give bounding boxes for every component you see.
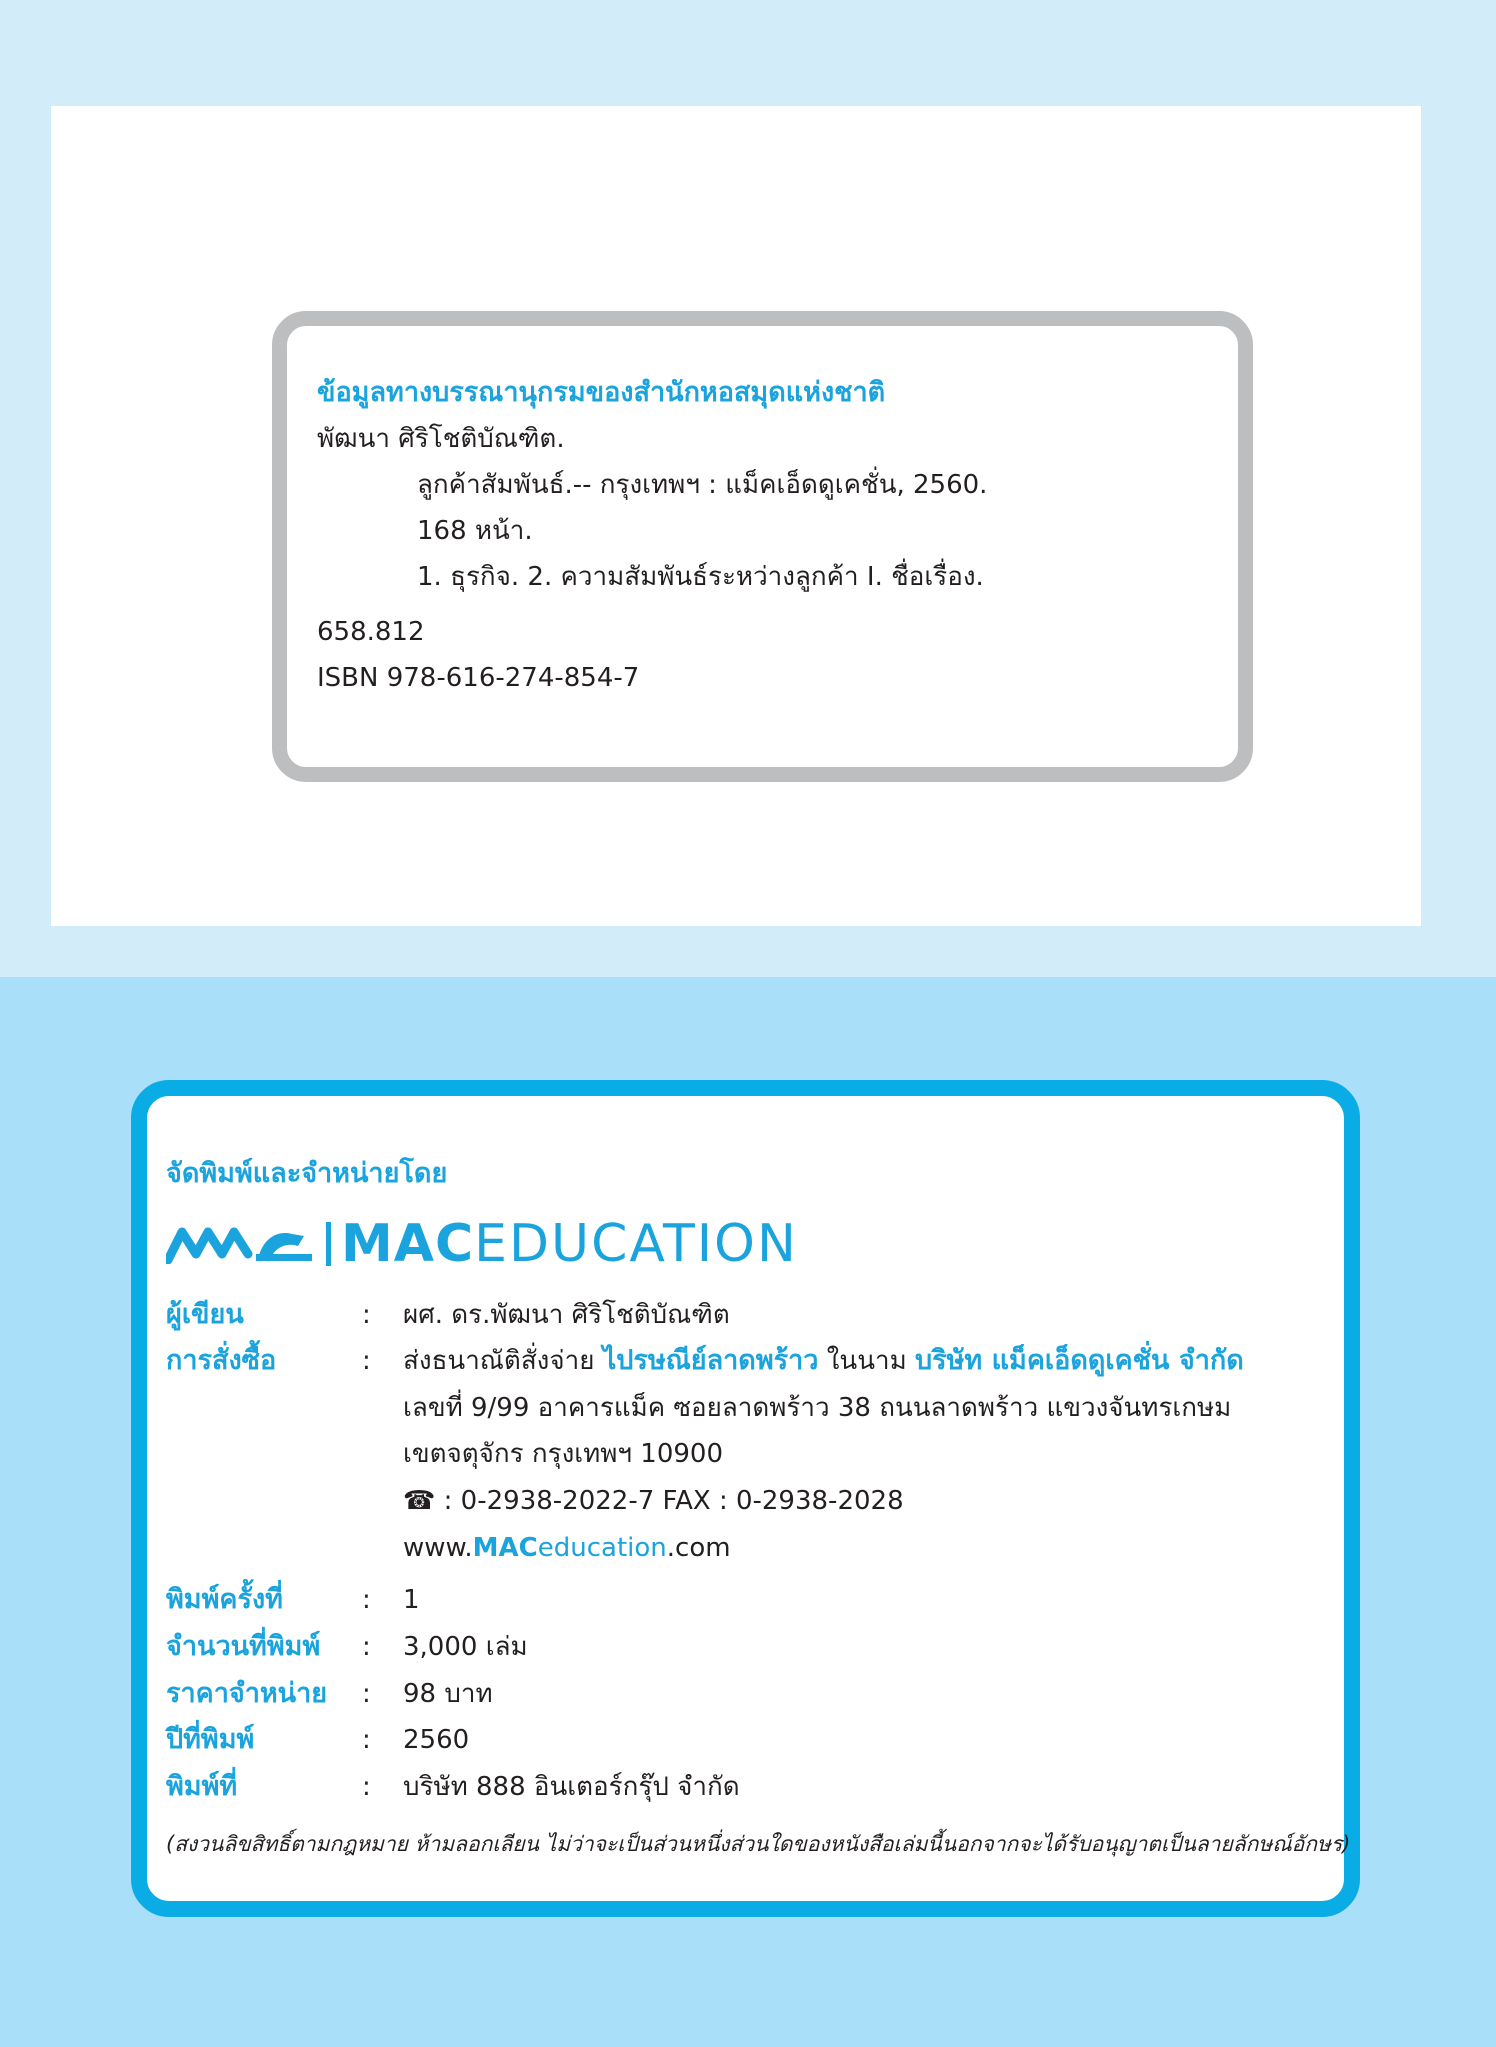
order-label: การสั่งซื้อ [166, 1345, 277, 1376]
cip-publication-line: ลูกค้าสัมพันธ์.-- กรุงเทพฯ : แม็คเอ็ดดูเคชั่น, 2560. [417, 470, 988, 500]
colon: : [362, 1632, 371, 1662]
copies-value: 3,000 เล่ม [403, 1632, 528, 1662]
website-suffix: .com [666, 1533, 731, 1563]
mac-logo-icon [166, 1224, 314, 1264]
order-value [403, 1345, 1244, 1377]
website-prefix: www. [403, 1533, 473, 1563]
colon: : [362, 1725, 371, 1755]
cip-data-box [272, 311, 1253, 782]
mac-education-logo [166, 1214, 798, 1274]
cip-classification: 658.812 [317, 617, 425, 647]
edition-label: พิมพ์ครั้งที่ [166, 1584, 283, 1615]
address-line-2: เขตจตุจักร กรุงเทพฯ 10900 [403, 1439, 724, 1469]
cip-pages: 168 หน้า. [417, 516, 533, 546]
colon: : [362, 1346, 371, 1376]
logo-mac-text: MAC [341, 1214, 475, 1274]
phone-fax: : 0-2938-2022-7 FAX : 0-2938-2028 [435, 1486, 904, 1516]
printer-label: พิมพ์ที่ [166, 1771, 238, 1802]
price-label: ราคาจำหน่าย [166, 1678, 328, 1709]
cip-isbn: ISBN 978-616-274-854-7 [317, 663, 640, 693]
year-label: ปีที่พิมพ์ [166, 1724, 255, 1755]
cip-author: พัฒนา ศิริโชติบัณฑิต. [317, 424, 565, 454]
phone-icon: ☎ [403, 1486, 436, 1516]
year-value: 2560 [403, 1725, 470, 1755]
order-post-office: ไปรษณีย์ลาดพร้าว [602, 1345, 819, 1376]
copies-label: จำนวนที่พิมพ์ [166, 1631, 321, 1662]
order-company: บริษัท แม็คเอ็ดดูเคชั่น จำกัด [914, 1345, 1244, 1376]
order-text-1: ส่งธนาณัติสั่งจ่าย [403, 1346, 603, 1376]
logo-divider [326, 1222, 331, 1266]
logo-education-text: EDUCATION [474, 1214, 798, 1274]
colon: : [362, 1679, 371, 1709]
price-value: 98 บาท [403, 1679, 493, 1709]
printer-value: บริษัท 888 อินเตอร์กรุ๊ป จำกัด [403, 1772, 740, 1802]
author-label: ผู้เขียน [166, 1299, 244, 1330]
author-value: ผศ. ดร.พัฒนา ศิริโชติบัณฑิต [403, 1300, 730, 1330]
colon: : [362, 1772, 371, 1802]
publisher-heading: จัดพิมพ์และจำหน่ายโดย [166, 1158, 448, 1189]
cip-title: ข้อมูลทางบรรณานุกรมของสำนักหอสมุดแห่งชาติ [317, 377, 886, 408]
cip-subjects: 1. ธุรกิจ. 2. ความสัมพันธ์ระหว่างลูกค้า I. ชื่อเรื่อง. [417, 562, 984, 592]
copyright-notice: (สงวนลิขสิทธิ์ตามกฎหมาย ห้ามลอกเลียน ไม่ว่าจะเป็นส่วนหนึ่งส่วนใดของหนังสือเล่มนี้นอกจากจะได้รับอนุญาตเป็นลายลักษณ์อักษร) [166, 1832, 1351, 1856]
address-line-1: เลขที่ 9/99 อาคารแม็ค ซอยลาดพร้าว 38 ถนนลาดพร้าว แขวงจันทรเกษม [403, 1393, 1232, 1423]
phone-line [403, 1485, 904, 1517]
colon: : [362, 1300, 371, 1330]
order-text-2: ในนาม [818, 1346, 915, 1376]
website-education: education [537, 1533, 667, 1563]
website-link[interactable] [403, 1532, 731, 1564]
publisher-info-box [131, 1080, 1360, 1917]
edition-value: 1 [403, 1585, 420, 1615]
website-mac: MAC [472, 1533, 538, 1563]
colon: : [362, 1585, 371, 1615]
